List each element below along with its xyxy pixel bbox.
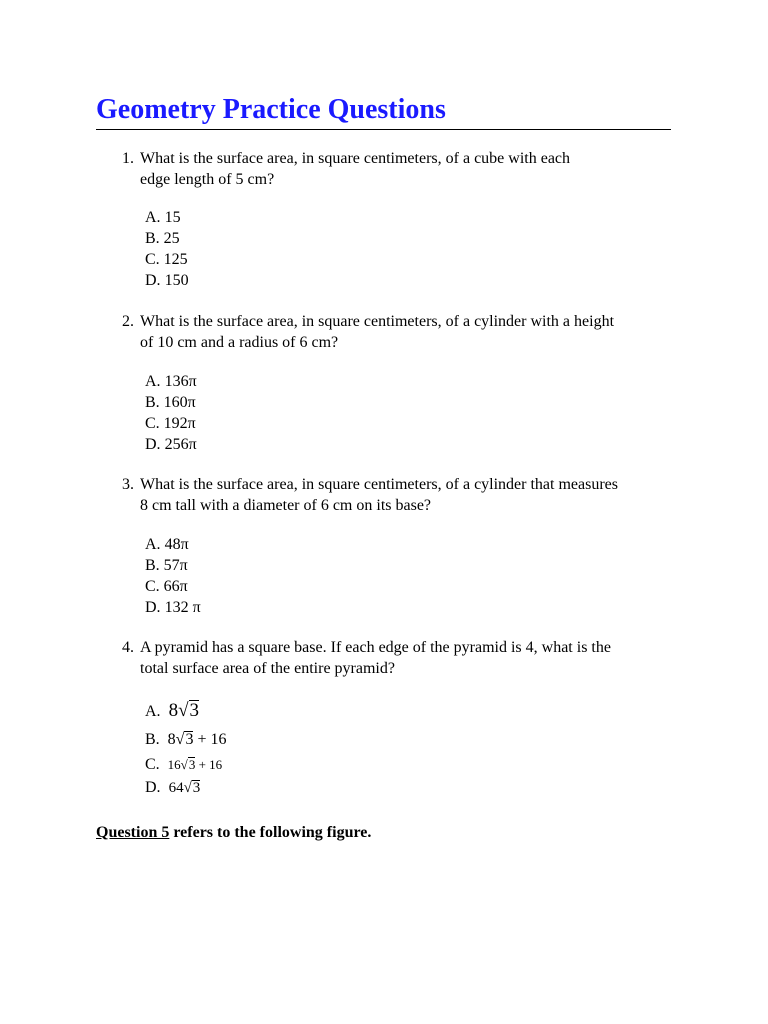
question-3 (122, 474, 682, 516)
question-line: 8 cm tall with a diameter of 6 cm on its base? (140, 497, 432, 514)
option-b (145, 392, 197, 413)
question-line: of 10 cm and a radius of 6 cm? (140, 334, 339, 351)
option-label: C. (145, 578, 160, 595)
question-4 (122, 637, 682, 679)
question-text (140, 637, 682, 679)
question-number: 3. (122, 476, 134, 493)
radical-sign: √ (180, 757, 188, 772)
coefficient: 16 (167, 757, 181, 772)
option-label: C. (145, 415, 160, 432)
option-label: A. (145, 373, 161, 390)
radicand: 3 (192, 780, 201, 796)
option-label: B. (145, 394, 160, 411)
radical-sign: √ (175, 731, 185, 748)
radicand: 3 (185, 731, 194, 748)
option-b (145, 555, 201, 576)
suffix: + 16 (197, 731, 227, 748)
question-number: 1. (122, 150, 134, 167)
option-d (145, 434, 197, 455)
question-reference: Question 5 (96, 824, 170, 841)
question-2 (122, 311, 682, 353)
option-label: A. (145, 536, 161, 553)
option-a (145, 534, 201, 555)
question-line: A pyramid has a square base. If each edge of the pyramid is 4, what is the (140, 639, 611, 656)
option-b (145, 228, 189, 249)
option-value: 48π (164, 536, 189, 553)
option-c (145, 576, 201, 597)
option-d (145, 779, 200, 797)
question-line: What is the surface area, in square centimeters, of a cube with each (140, 150, 571, 167)
title-underline (96, 129, 671, 130)
option-value: 192π (163, 415, 196, 432)
radicand: 3 (189, 700, 199, 721)
option-label: A. (145, 209, 161, 226)
radicand: 3 (188, 757, 196, 772)
option-c (145, 413, 197, 434)
option-value: 125 (163, 251, 188, 268)
option-a (145, 207, 189, 228)
option-expression (168, 757, 222, 773)
question-1 (122, 148, 682, 190)
page-title: Geometry Practice Questions (96, 94, 446, 125)
option-label: D. (145, 599, 161, 616)
option-label: C. (145, 251, 160, 268)
question-line: What is the surface area, in square centimeters, of a cylinder that measures (140, 476, 619, 493)
option-a (145, 371, 197, 392)
option-expression (169, 780, 201, 797)
option-b (145, 731, 226, 749)
option-label: C. (145, 756, 160, 773)
option-value: 15 (164, 209, 181, 226)
option-label: D. (145, 436, 161, 453)
options-3 (145, 534, 201, 618)
option-expression (168, 731, 227, 749)
figure-reference-text: refers to the following figure. (169, 824, 372, 841)
option-value: 160π (163, 394, 196, 411)
option-label: D. (145, 779, 161, 796)
question-text (140, 474, 682, 516)
option-d (145, 597, 201, 618)
question-line: total surface area of the entire pyramid? (140, 660, 395, 677)
option-label: B. (145, 557, 160, 574)
option-label: A. (145, 703, 161, 720)
coefficient: 8 (167, 731, 176, 748)
question-text (140, 311, 682, 353)
option-label: B. (145, 230, 160, 247)
question-line: edge length of 5 cm? (140, 171, 275, 188)
option-d (145, 270, 189, 291)
radical-sign: √ (178, 700, 189, 721)
question-number: 4. (122, 639, 134, 656)
question-text (140, 148, 682, 190)
figure-reference-note (96, 822, 371, 843)
question-line: What is the surface area, in square centimeters, of a cylinder with a height (140, 313, 615, 330)
option-value: 132 π (164, 599, 201, 616)
radical-sign: √ (183, 780, 192, 796)
option-label: B. (145, 731, 160, 748)
option-value: 136π (164, 373, 197, 390)
options-2 (145, 371, 197, 455)
suffix: + 16 (198, 757, 223, 772)
option-expression (169, 700, 199, 722)
option-value: 57π (163, 557, 188, 574)
coefficient: 8 (168, 700, 179, 721)
option-label: D. (145, 272, 161, 289)
option-c (145, 756, 222, 774)
option-a (145, 700, 199, 722)
question-number: 2. (122, 313, 134, 330)
option-value: 256π (164, 436, 197, 453)
options-1 (145, 207, 189, 291)
coefficient: 64 (168, 780, 184, 796)
option-value: 150 (164, 272, 189, 289)
option-value: 25 (163, 230, 180, 247)
option-c (145, 249, 189, 270)
option-value: 66π (163, 578, 188, 595)
